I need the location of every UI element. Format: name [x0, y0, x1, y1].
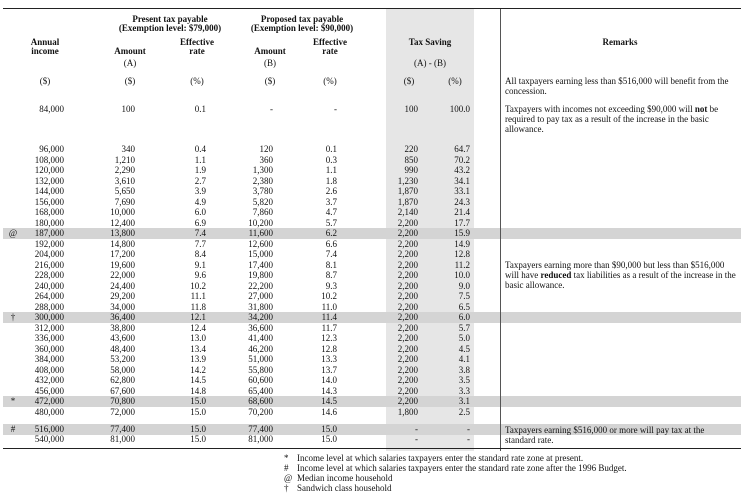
header-present-exemption: (Exemption level: $79,000)	[118, 23, 222, 33]
cell-present-amount: 53,200	[110, 354, 135, 364]
cell-proposed-rate: 2.6	[325, 186, 337, 196]
cell-present-amount: 38,800	[110, 322, 135, 333]
cell-proposed-rate: 14.6	[321, 406, 337, 417]
cell-present-amount: 7,690	[114, 196, 135, 207]
cell-income: 192,000	[34, 238, 64, 249]
cell-saving: 100	[404, 104, 418, 114]
cell-income: 120,000	[34, 165, 64, 175]
cell-income: 336,000	[34, 333, 64, 343]
cell-proposed-amount: 5,820	[252, 196, 273, 207]
header-annual-income-line1: Annual	[30, 37, 60, 47]
cell-proposed-rate: 0.1	[325, 144, 337, 154]
cell-saving: 2,200	[397, 217, 418, 228]
cell-saving: 2,200	[397, 228, 418, 238]
cell-income: 516,000	[34, 424, 64, 434]
cell-income: 108,000	[34, 154, 64, 165]
cell-marker: #	[10, 424, 16, 434]
cell-present-rate: 14.8	[190, 385, 206, 396]
footnote-dagger-symbol: †	[284, 483, 289, 493]
cell-proposed-rate: 11.4	[321, 312, 337, 322]
cell-saving: 1,870	[397, 196, 418, 207]
footnote-hash-text: Income level at which salaries taxpayers enter the standard rate zone after the 1996 Budget.	[297, 463, 627, 473]
cell-income: 84,000	[39, 104, 64, 114]
cell-present-rate: 9.1	[194, 259, 206, 270]
cell-present-amount: 2,290	[114, 165, 135, 175]
cell-saving-pct: 43.2	[454, 165, 470, 175]
cell-income: 144,000	[34, 186, 64, 196]
cell-present-amount: 67,600	[110, 385, 135, 396]
cell-present-rate: 11.8	[190, 301, 206, 312]
cell-present-rate: 14.5	[190, 375, 206, 385]
cell-marker: †	[10, 312, 16, 322]
cell-present-amount: 19,600	[110, 259, 135, 270]
cell-saving-pct: -	[467, 424, 470, 434]
header-tax-saving: Tax Saving	[408, 37, 452, 47]
cell-present-amount: 5,650	[114, 186, 135, 196]
cell-saving: 220	[404, 144, 418, 154]
unit-proposed-amount: ($)	[264, 76, 276, 86]
cell-present-amount: 43,600	[110, 333, 135, 343]
cell-present-amount: 72,000	[110, 406, 135, 417]
cell-income: 456,000	[34, 385, 64, 396]
cell-saving: 2,200	[397, 312, 418, 322]
cell-proposed-amount: 12,600	[248, 238, 273, 249]
unit-saving-amount: ($)	[403, 76, 415, 86]
cell-saving: 2,200	[397, 354, 418, 364]
cell-saving-pct: 3.3	[458, 385, 470, 396]
cell-saving: -	[415, 434, 418, 444]
cell-present-rate: 11.1	[190, 291, 206, 301]
cell-saving-pct: 5.0	[458, 333, 470, 343]
cell-present-amount: 34,000	[110, 301, 135, 312]
cell-present-amount: 10,000	[110, 207, 135, 217]
cell-saving: 2,200	[397, 322, 418, 333]
cell-saving-pct: 21.4	[454, 207, 470, 217]
cell-saving-pct: 3.1	[458, 396, 470, 406]
cell-income: 472,000	[34, 396, 64, 406]
cell-present-rate: 12.4	[190, 322, 206, 333]
cell-income: 384,000	[34, 354, 64, 364]
cell-saving: 990	[404, 165, 418, 175]
cell-saving: 2,140	[397, 207, 418, 217]
cell-proposed-amount: 55,800	[248, 364, 273, 375]
remark-all-benefit: All taxpayers earning less than $516,000 will benefit from the concession.	[505, 76, 729, 96]
cell-income: 228,000	[34, 270, 64, 280]
cell-present-amount: 48,400	[110, 343, 135, 354]
cell-proposed-rate: 7.4	[325, 249, 337, 259]
cell-saving: 2,200	[397, 280, 418, 291]
cell-present-rate: 4.9	[194, 196, 206, 207]
cell-present-rate: 15.0	[190, 424, 206, 434]
cell-saving: 1,230	[397, 175, 418, 186]
cell-saving-pct: 10.0	[454, 270, 470, 280]
cell-present-rate: 13.4	[190, 343, 206, 354]
cell-proposed-amount: 46,200	[248, 343, 273, 354]
cell-proposed-amount: 31,800	[248, 301, 273, 312]
cell-present-rate: 7.7	[194, 238, 206, 249]
cell-saving-pct: 11.2	[454, 259, 470, 270]
cell-present-amount: 24,400	[110, 280, 135, 291]
cell-present-amount: 340	[121, 144, 135, 154]
cell-proposed-rate: 14.3	[321, 385, 337, 396]
footnote-star-symbol: *	[284, 453, 289, 463]
cell-saving: 2,200	[397, 270, 418, 280]
remarks-divider	[500, 8, 501, 451]
cell-saving-pct: 9.0	[458, 280, 470, 291]
cell-proposed-rate: 11.0	[321, 301, 337, 312]
cell-present-amount: 62,800	[110, 375, 135, 385]
header-proposed-exemption: (Exemption level: $90,000)	[250, 23, 354, 33]
footnote-at-text: Median income household	[297, 473, 393, 483]
cell-proposed-amount: 11,600	[248, 228, 273, 238]
cell-proposed-amount: 70,200	[248, 406, 273, 417]
cell-saving-pct: 6.0	[458, 312, 470, 322]
cell-present-amount: 22,000	[110, 270, 135, 280]
cell-income: 204,000	[34, 249, 64, 259]
cell-proposed-rate: 13.7	[321, 364, 337, 375]
cell-present-rate: 10.2	[190, 280, 206, 291]
cell-income: 240,000	[34, 280, 64, 291]
cell-saving-pct: 3.5	[458, 375, 470, 385]
cell-proposed-amount: 36,600	[248, 322, 273, 333]
unit-proposed-rate: (%)	[323, 76, 337, 86]
cell-proposed-rate: 6.2	[325, 228, 337, 238]
cell-present-rate: 13.0	[190, 333, 206, 343]
cell-saving-pct: 100.0	[449, 104, 470, 114]
header-remarks: Remarks	[602, 37, 638, 47]
cell-saving: 1,800	[397, 406, 418, 417]
cell-proposed-amount: 17,400	[248, 259, 273, 270]
cell-saving: 2,200	[397, 259, 418, 270]
cell-income: 96,000	[39, 144, 64, 154]
header-proposed-rate-line1: Effective	[313, 37, 347, 47]
cell-saving: 850	[404, 154, 418, 165]
cell-proposed-rate: 12.3	[321, 333, 337, 343]
cell-income: 408,000	[34, 364, 64, 375]
cell-saving: 2,200	[397, 249, 418, 259]
cell-income: 132,000	[34, 175, 64, 186]
cell-saving: -	[415, 424, 418, 434]
cell-saving-pct: 33.1	[454, 186, 470, 196]
table-top-rule	[3, 8, 741, 9]
cell-saving: 2,200	[397, 375, 418, 385]
cell-proposed-rate: 1.1	[325, 165, 337, 175]
cell-saving: 2,200	[397, 364, 418, 375]
cell-income: 312,000	[34, 322, 64, 333]
cell-present-rate: 0.1	[194, 104, 206, 114]
remark-standard-rate: Taxpayers earning $516,000 or more will pay tax at the standard rate.	[505, 425, 705, 445]
cell-income: 168,000	[34, 207, 64, 217]
cell-saving-pct: -	[467, 434, 470, 444]
cell-proposed-amount: 51,000	[248, 354, 273, 364]
header-present-tax: Present tax payable	[132, 14, 208, 24]
cell-present-amount: 100	[121, 104, 135, 114]
cell-present-rate: 1.1	[194, 154, 206, 165]
cell-present-amount: 13,800	[110, 228, 135, 238]
cell-present-rate: 15.0	[190, 396, 206, 406]
cell-present-rate: 15.0	[190, 406, 206, 417]
cell-proposed-amount: 3,780	[252, 186, 273, 196]
cell-saving: 2,200	[397, 333, 418, 343]
cell-proposed-rate: 11.7	[321, 322, 337, 333]
cell-proposed-rate: 0.3	[325, 154, 337, 165]
cell-income: 540,000	[34, 434, 64, 444]
cell-present-rate: 8.4	[194, 249, 206, 259]
cell-proposed-rate: 10.2	[321, 291, 337, 301]
cell-present-rate: 2.7	[194, 175, 206, 186]
cell-present-rate: 7.4	[194, 228, 206, 238]
header-present-rate-line1: Effective	[180, 37, 214, 47]
cell-proposed-amount: 10,200	[248, 217, 273, 228]
cell-saving: 2,200	[397, 396, 418, 406]
cell-saving-pct: 15.9	[454, 228, 470, 238]
cell-present-rate: 6.9	[194, 217, 206, 228]
cell-income: 360,000	[34, 343, 64, 354]
cell-present-rate: 0.4	[194, 144, 206, 154]
cell-present-rate: 15.0	[190, 434, 206, 444]
cell-saving-pct: 4.1	[458, 354, 470, 364]
cell-saving: 2,200	[397, 238, 418, 249]
cell-proposed-rate: 14.5	[321, 396, 337, 406]
header-present-amount: Amount	[114, 46, 146, 56]
cell-present-rate: 12.1	[190, 312, 206, 322]
cell-proposed-rate: 9.3	[325, 280, 337, 291]
cell-income: 300,000	[34, 312, 64, 322]
cell-proposed-amount: 360	[259, 154, 273, 165]
cell-proposed-amount: 1,300	[252, 165, 273, 175]
cell-present-rate: 1.9	[194, 165, 206, 175]
cell-proposed-rate: 5.7	[325, 217, 337, 228]
cell-marker: @	[8, 228, 18, 238]
cell-proposed-amount: 120	[259, 144, 273, 154]
cell-present-rate: 6.0	[194, 207, 206, 217]
cell-saving: 2,200	[397, 343, 418, 354]
cell-saving: 2,200	[397, 385, 418, 396]
header-proposed-amount: Amount	[254, 46, 286, 56]
cell-proposed-amount: 7,860	[252, 207, 273, 217]
footnote-dagger-text: Sandwich class household	[297, 483, 392, 493]
cell-present-amount: 29,200	[110, 291, 135, 301]
cell-proposed-amount: 15,000	[248, 249, 273, 259]
cell-present-rate: 3.9	[194, 186, 206, 196]
unit-income: ($)	[39, 76, 51, 86]
header-col-a-minus-b: (A) - (B)	[414, 58, 446, 68]
cell-proposed-amount: 81,000	[248, 434, 273, 444]
cell-proposed-rate: 13.3	[321, 354, 337, 364]
cell-present-amount: 17,200	[110, 249, 135, 259]
footnote-star-text: Income level at which salaries taxpayers enter the standard rate zone at present.	[297, 453, 584, 463]
unit-saving-pct: (%)	[448, 76, 462, 86]
cell-proposed-amount: 19,800	[248, 270, 273, 280]
cell-income: 288,000	[34, 301, 64, 312]
cell-proposed-rate: -	[334, 104, 337, 114]
cell-saving-pct: 3.8	[458, 364, 470, 375]
cell-proposed-amount: 77,400	[248, 424, 273, 434]
header-present-rate-line2: rate	[189, 46, 205, 56]
cell-present-amount: 3,610	[114, 175, 135, 186]
cell-present-amount: 81,000	[110, 434, 135, 444]
cell-saving-pct: 7.5	[458, 291, 470, 301]
cell-saving: 2,200	[397, 291, 418, 301]
cell-income: 264,000	[34, 291, 64, 301]
cell-saving-pct: 14.9	[454, 238, 470, 249]
cell-present-rate: 14.2	[190, 364, 206, 375]
remark-not-required: Taxpayers with incomes not exceeding $90,000 will not be required to pay tax as a result of the increase in the basic allowance.	[505, 104, 719, 134]
cell-present-amount: 58,000	[110, 364, 135, 375]
cell-proposed-amount: 27,000	[248, 291, 273, 301]
cell-saving: 2,200	[397, 301, 418, 312]
cell-proposed-amount: 41,400	[248, 333, 273, 343]
cell-proposed-rate: 12.8	[321, 343, 337, 354]
remark-reduced: Taxpayers earning more than $90,000 but less than $516,000 will have reduced tax liabilities as a result of the increase in the basic allowance.	[505, 260, 736, 290]
cell-proposed-amount: -	[270, 104, 273, 114]
cell-proposed-rate: 6.6	[325, 238, 337, 249]
cell-proposed-rate: 1.8	[325, 175, 337, 186]
cell-present-amount: 14,800	[110, 238, 135, 249]
header-annual-income-line2: income	[31, 46, 59, 56]
cell-proposed-amount: 60,600	[248, 375, 273, 385]
footnote-hash-symbol: #	[284, 463, 289, 473]
cell-saving-pct: 12.8	[454, 249, 470, 259]
cell-proposed-rate: 8.1	[325, 259, 337, 270]
cell-saving-pct: 64.7	[454, 144, 470, 154]
cell-saving-pct: 70.2	[454, 154, 470, 165]
cell-income: 216,000	[34, 259, 64, 270]
cell-proposed-amount: 2,380	[252, 175, 273, 186]
unit-present-rate: (%)	[190, 76, 204, 86]
cell-saving-pct: 34.1	[454, 175, 470, 186]
cell-proposed-amount: 68,600	[248, 396, 273, 406]
cell-proposed-amount: 22,200	[248, 280, 273, 291]
cell-present-amount: 12,400	[110, 217, 135, 228]
cell-income: 187,000	[34, 228, 64, 238]
cell-saving-pct: 17.7	[454, 217, 470, 228]
cell-income: 432,000	[34, 375, 64, 385]
header-proposed-tax: Proposed tax payable	[260, 14, 344, 24]
table-bottom-rule	[3, 448, 741, 449]
cell-income: 180,000	[34, 217, 64, 228]
cell-proposed-rate: 14.0	[321, 375, 337, 385]
header-col-a: (A)	[123, 58, 137, 68]
cell-saving-pct: 4.5	[458, 343, 470, 354]
header-proposed-rate-line2: rate	[322, 46, 338, 56]
cell-saving: 1,870	[397, 186, 418, 196]
cell-proposed-amount: 34,200	[248, 312, 273, 322]
unit-present-amount: ($)	[124, 76, 136, 86]
cell-proposed-rate: 15.0	[321, 434, 337, 444]
cell-saving-pct: 2.5	[458, 406, 470, 417]
cell-present-amount: 70,800	[110, 396, 135, 406]
footnote-at-symbol: @	[284, 473, 293, 483]
cell-proposed-rate: 4.7	[325, 207, 337, 217]
cell-income: 480,000	[34, 406, 64, 417]
cell-saving-pct: 24.3	[454, 196, 470, 207]
cell-present-rate: 9.6	[194, 270, 206, 280]
cell-saving-pct: 5.7	[458, 322, 470, 333]
cell-present-amount: 1,210	[114, 154, 135, 165]
cell-proposed-rate: 15.0	[321, 424, 337, 434]
cell-present-amount: 77,400	[110, 424, 135, 434]
cell-proposed-amount: 65,400	[248, 385, 273, 396]
cell-marker: *	[10, 396, 16, 406]
cell-saving-pct: 6.5	[458, 301, 470, 312]
cell-proposed-rate: 8.7	[325, 270, 337, 280]
cell-present-rate: 13.9	[190, 354, 206, 364]
cell-present-amount: 36,400	[110, 312, 135, 322]
header-col-b: (B)	[264, 58, 276, 68]
cell-income: 156,000	[34, 196, 64, 207]
cell-proposed-rate: 3.7	[325, 196, 337, 207]
